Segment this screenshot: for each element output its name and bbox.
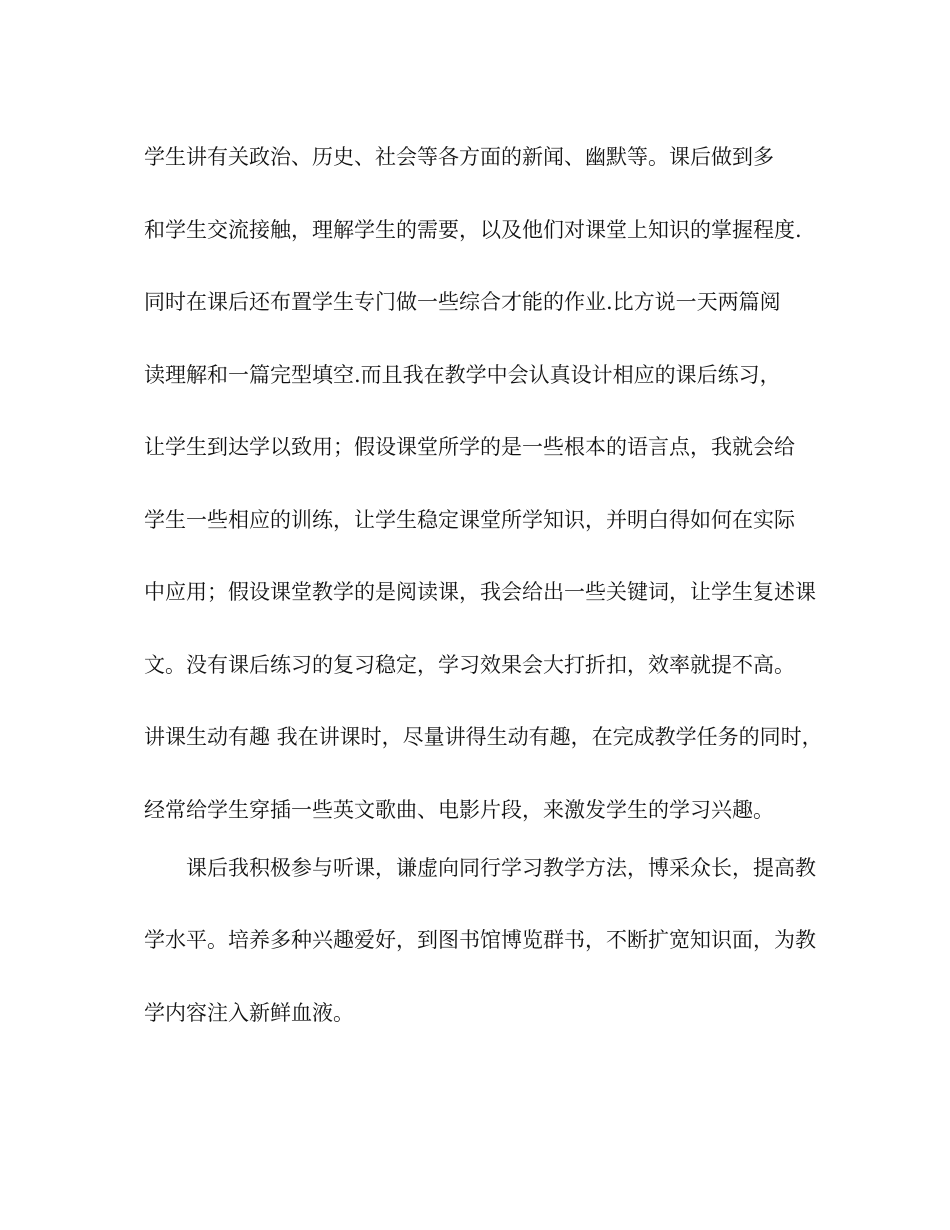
body-text [144, 142, 823, 1070]
text-line: 经常给学生穿插一些英文歌曲、电影片段，来激发学生的学习兴趣。 [144, 797, 774, 822]
text-line: 学生一些相应的训练，让学生稳定课堂所学知识，并明白得如何在实际 [144, 507, 795, 532]
text-line: 学内容注入新鲜血液。 [144, 1000, 354, 1025]
text-line: 同时在课后还布置学生专门做一些综合才能的作业.比方说一天两篇阅 [144, 290, 781, 314]
text-line: 和学生交流接触，理解学生的需要，以及他们对课堂上知识的掌握程度. [144, 217, 802, 242]
text-line: 让学生到达学以致用；假设课堂所学的是一些根本的语言点，我就会给 [144, 435, 795, 459]
text-line: 中应用；假设课堂教学的是阅读课，我会给出一些关键词，让学生复述课 [144, 580, 816, 604]
text-line: 讲课生动有趣 我在讲课时，尽量讲得生动有趣，在完成教学任务的同时， [144, 725, 823, 749]
text-line: 文。没有课后练习的复习稳定，学习效果会大打折扣，效率就提不高。 [144, 652, 795, 677]
text-line: 读理解和一篇完型填空.而且我在教学中会认真设计相应的课后练习， [144, 362, 781, 387]
text-line: 学生讲有关政治、历史、社会等各方面的新闻、幽默等。课后做到多 [144, 145, 774, 169]
text-line: 学水平。培养多种兴趣爱好，到图书馆博览群书，不断扩宽知识面，为教 [144, 928, 816, 952]
paragraph-first-line: 课后我积极参与听课，谦虚向同行学习教学方法，博采众长，提高教 [186, 855, 816, 880]
